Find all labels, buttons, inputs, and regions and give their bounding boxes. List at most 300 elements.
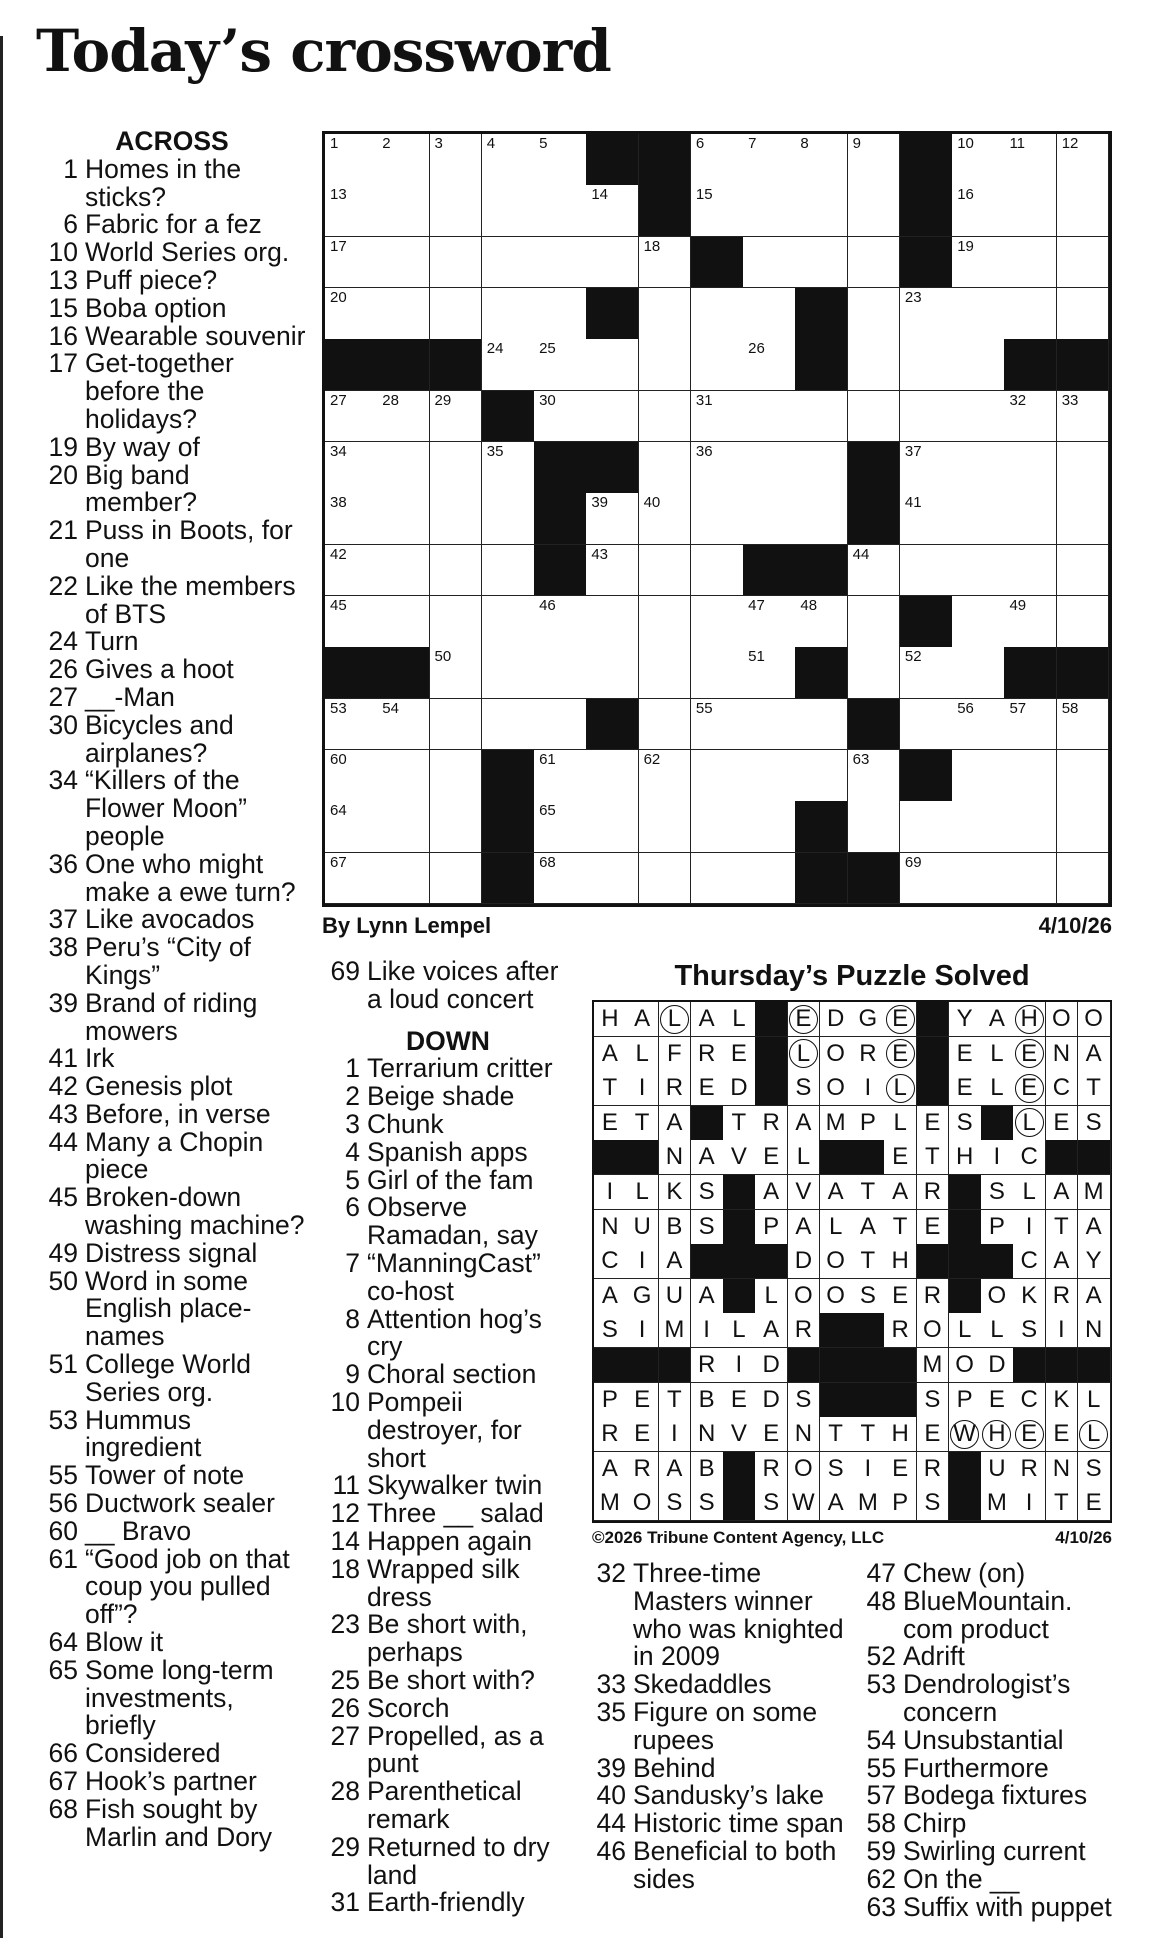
grid-cell[interactable]	[1057, 391, 1110, 443]
cell-number: 2	[382, 135, 391, 152]
grid-cell[interactable]	[586, 185, 639, 237]
grid-cell[interactable]	[430, 442, 483, 494]
clue-text: Blow it	[85, 1627, 164, 1658]
grid-cell[interactable]	[900, 391, 953, 443]
clue-number: 28	[330, 1776, 360, 1807]
black-square	[900, 237, 953, 289]
grid-cell[interactable]	[1057, 750, 1110, 802]
grid-cell[interactable]	[639, 545, 692, 597]
grid-cell[interactable]	[430, 391, 483, 443]
grid-cell[interactable]	[691, 442, 744, 494]
grid-cell[interactable]	[743, 801, 796, 853]
grid-cell[interactable]	[1057, 134, 1110, 186]
grid-cell[interactable]	[952, 391, 1005, 443]
grid-cell[interactable]	[482, 647, 535, 699]
solution-cell	[1013, 1002, 1046, 1037]
grid-cell[interactable]	[952, 647, 1005, 699]
solution-cell	[594, 1244, 627, 1279]
solution-letter: A	[666, 1108, 683, 1136]
grid-cell[interactable]	[534, 596, 587, 648]
grid-cell[interactable]	[795, 750, 848, 802]
grid-cell[interactable]	[325, 493, 378, 545]
solution-letter: A	[827, 1178, 844, 1206]
clue-text: Bodega fixtures	[903, 1780, 1088, 1811]
grid-cell[interactable]	[430, 750, 483, 802]
solution-cell	[594, 1417, 627, 1452]
cell-number: 18	[643, 237, 661, 255]
black-square	[848, 493, 901, 545]
grid-cell[interactable]	[639, 339, 692, 391]
grid-cell[interactable]	[795, 185, 848, 237]
grid-cell[interactable]	[1004, 545, 1057, 597]
solution-letter: V	[795, 1178, 812, 1206]
grid-cell[interactable]	[952, 288, 1005, 340]
grid-cell[interactable]	[325, 237, 378, 289]
solution-cell	[788, 1486, 821, 1521]
grid-cell[interactable]	[639, 288, 692, 340]
grid-cell[interactable]	[639, 801, 692, 853]
clue-item	[586, 1671, 848, 1699]
grid-cell[interactable]	[1057, 288, 1110, 340]
grid-cell[interactable]	[534, 237, 587, 289]
grid-cell[interactable]	[952, 134, 1005, 186]
grid-cell[interactable]	[377, 699, 430, 751]
solution-cell	[1078, 1313, 1111, 1348]
clue-item	[320, 1164, 576, 1195]
grid-cell[interactable]	[430, 853, 483, 905]
grid-cell[interactable]	[691, 185, 744, 237]
grid-cell[interactable]	[586, 596, 639, 648]
black-square	[377, 647, 430, 699]
solution-cell	[626, 1417, 659, 1452]
solution-black-square	[820, 1313, 853, 1348]
grid-cell[interactable]	[900, 339, 953, 391]
grid-cell[interactable]	[691, 134, 744, 186]
clue-number: 16	[48, 320, 78, 351]
grid-cell[interactable]	[377, 237, 430, 289]
solution-cell	[626, 1244, 659, 1279]
grid-cell[interactable]	[795, 493, 848, 545]
grid-cell[interactable]	[482, 545, 535, 597]
grid-cell[interactable]	[1004, 391, 1057, 443]
clue-text: Furthermore	[903, 1752, 1049, 1783]
grid-cell[interactable]	[743, 339, 796, 391]
solution-cell	[884, 1244, 917, 1279]
solution-cell	[1078, 1417, 1111, 1452]
grid-cell[interactable]	[952, 853, 1005, 905]
grid-cell[interactable]	[952, 801, 1005, 853]
solution-letter: D	[730, 1074, 748, 1102]
grid-cell[interactable]	[377, 750, 430, 802]
clue-text: Fabric for a fez	[85, 209, 262, 240]
solution-cell	[852, 1279, 885, 1314]
grid-cell[interactable]	[377, 596, 430, 648]
grid-cell[interactable]	[743, 750, 796, 802]
grid-cell[interactable]	[377, 853, 430, 905]
grid-cell[interactable]	[848, 185, 901, 237]
grid-cell[interactable]	[430, 647, 483, 699]
solution-letter: A	[1053, 1247, 1070, 1275]
grid-cell[interactable]	[639, 596, 692, 648]
solution-cell	[788, 1244, 821, 1279]
clue-number: 19	[48, 431, 78, 462]
clue-text: Spanish apps	[367, 1136, 528, 1167]
grid-cell[interactable]	[325, 750, 378, 802]
grid-cell[interactable]	[639, 699, 692, 751]
grid-cell[interactable]	[1004, 237, 1057, 289]
solution-cell	[1078, 1002, 1111, 1037]
grid-cell[interactable]	[482, 185, 535, 237]
solution-letter: I	[735, 1351, 743, 1379]
clue-number: 44	[48, 1126, 78, 1157]
grid-cell[interactable]	[952, 750, 1005, 802]
grid-cell[interactable]	[325, 853, 378, 905]
solution-cell	[1013, 1140, 1046, 1175]
grid-cell[interactable]	[430, 801, 483, 853]
black-square	[848, 699, 901, 751]
grid-cell[interactable]	[586, 801, 639, 853]
grid-cell[interactable]	[900, 493, 953, 545]
grid-cell[interactable]	[691, 699, 744, 751]
grid-cell[interactable]	[377, 545, 430, 597]
grid-cell[interactable]	[325, 545, 378, 597]
grid-cell[interactable]	[900, 442, 953, 494]
black-square	[743, 545, 796, 597]
grid-cell[interactable]	[1004, 493, 1057, 545]
grid-cell[interactable]	[848, 288, 901, 340]
grid-cell[interactable]	[482, 699, 535, 751]
grid-cell[interactable]	[325, 699, 378, 751]
grid-cell[interactable]	[691, 391, 744, 443]
clue-number: 23	[330, 1609, 360, 1640]
grid-cell[interactable]	[900, 545, 953, 597]
grid-cell[interactable]	[639, 750, 692, 802]
grid-cell[interactable]	[482, 596, 535, 648]
grid-cell[interactable]	[900, 801, 953, 853]
grid-cell[interactable]	[586, 545, 639, 597]
solution-cell	[659, 1244, 692, 1279]
solution-letter: T	[860, 1247, 876, 1275]
clue-item	[38, 292, 306, 323]
grid-cell[interactable]	[1004, 699, 1057, 751]
grid-cell[interactable]	[1057, 853, 1110, 905]
solution-cell	[691, 1279, 724, 1314]
grid-cell[interactable]	[377, 185, 430, 237]
cell-number: 14	[591, 186, 609, 204]
solution-cell	[788, 1106, 821, 1141]
grid-cell[interactable]	[795, 391, 848, 443]
grid-cell[interactable]	[430, 134, 483, 186]
cell-number: 37	[904, 443, 922, 460]
clue-item	[320, 1500, 576, 1528]
grid-cell[interactable]	[900, 288, 953, 340]
solution-cell	[1046, 1313, 1079, 1348]
grid-cell[interactable]	[534, 699, 587, 751]
grid-cell[interactable]	[952, 699, 1005, 751]
solution-letter: P	[956, 1385, 973, 1413]
grid-cell[interactable]	[848, 596, 901, 648]
grid-cell[interactable]	[795, 596, 848, 648]
grid-cell[interactable]	[430, 699, 483, 751]
clue-number: 55	[866, 1752, 896, 1783]
grid-cell[interactable]	[848, 545, 901, 597]
grid-cell[interactable]	[1004, 750, 1057, 802]
grid-cell[interactable]	[534, 853, 587, 905]
clue-text: Figure on some rupees	[633, 1696, 818, 1755]
solution-black-square	[594, 1348, 627, 1383]
black-square	[534, 442, 587, 494]
grid-cell[interactable]	[691, 853, 744, 905]
grid-cell[interactable]	[586, 237, 639, 289]
across-header: ACROSS	[115, 126, 229, 156]
grid-cell[interactable]	[743, 493, 796, 545]
clue-item	[320, 1194, 576, 1250]
solution-black-square	[1078, 1348, 1111, 1383]
grid-cell[interactable]	[691, 801, 744, 853]
cell-number: 58	[1061, 699, 1079, 717]
clue-text: Be short with, perhaps	[367, 1609, 528, 1668]
grid-cell[interactable]	[848, 391, 901, 443]
grid-cell[interactable]	[952, 339, 1005, 391]
grid-cell[interactable]	[1004, 596, 1057, 648]
grid-cell[interactable]	[743, 699, 796, 751]
grid-cell[interactable]	[900, 699, 953, 751]
grid-cell[interactable]	[430, 545, 483, 597]
solution-letter: E	[924, 1420, 941, 1448]
grid-cell[interactable]	[848, 801, 901, 853]
grid-cell[interactable]	[1004, 853, 1057, 905]
solution-cell	[917, 1383, 950, 1418]
solution-cell	[1013, 1071, 1046, 1106]
solution-cell	[917, 1313, 950, 1348]
clue-number: 6	[63, 209, 78, 240]
grid-cell[interactable]	[691, 647, 744, 699]
grid-cell[interactable]	[482, 493, 535, 545]
grid-cell[interactable]	[1057, 596, 1110, 648]
grid-cell[interactable]	[743, 288, 796, 340]
solution-cell	[1078, 1244, 1111, 1279]
grid-cell[interactable]	[952, 237, 1005, 289]
black-square	[325, 647, 378, 699]
grid-cell[interactable]	[1057, 442, 1110, 494]
grid-cell[interactable]	[952, 596, 1005, 648]
grid-cell[interactable]	[952, 493, 1005, 545]
grid-cell[interactable]	[1057, 237, 1110, 289]
black-square	[639, 185, 692, 237]
grid-cell[interactable]	[1004, 134, 1057, 186]
grid-cell[interactable]	[534, 391, 587, 443]
grid-cell[interactable]	[795, 442, 848, 494]
solution-letter: I	[671, 1420, 678, 1448]
grid-cell[interactable]	[639, 647, 692, 699]
grid-cell[interactable]	[900, 647, 953, 699]
grid-cell[interactable]	[743, 134, 796, 186]
grid-cell[interactable]	[430, 596, 483, 648]
grid-cell[interactable]	[743, 185, 796, 237]
grid-cell[interactable]	[534, 185, 587, 237]
cell-number: 31	[695, 391, 713, 409]
grid-cell[interactable]	[639, 442, 692, 494]
grid-cell[interactable]	[639, 391, 692, 443]
solution-cell	[852, 1175, 885, 1210]
grid-cell[interactable]	[848, 134, 901, 186]
grid-cell[interactable]	[1057, 545, 1110, 597]
grid-cell[interactable]	[795, 134, 848, 186]
clue-text: Big band member?	[85, 459, 197, 518]
grid-cell[interactable]	[691, 493, 744, 545]
grid-cell[interactable]	[1004, 801, 1057, 853]
clues-column-4	[856, 1560, 1116, 1921]
solution-cell	[788, 1210, 821, 1245]
grid-cell[interactable]	[691, 288, 744, 340]
solution-letter: A	[1085, 1212, 1102, 1240]
clue-item	[856, 1752, 1116, 1783]
grid-cell[interactable]	[743, 391, 796, 443]
grid-cell[interactable]	[743, 442, 796, 494]
grid-cell[interactable]	[586, 647, 639, 699]
solution-cell	[594, 1313, 627, 1348]
clue-number: 26	[48, 654, 78, 685]
grid-cell[interactable]	[848, 339, 901, 391]
grid-cell[interactable]	[325, 442, 378, 494]
solution-cell	[1013, 1175, 1046, 1210]
grid-cell[interactable]	[430, 185, 483, 237]
grid-cell[interactable]	[325, 801, 378, 853]
crossword-grid[interactable]	[322, 131, 1112, 907]
clue-text: Happen again	[367, 1525, 533, 1556]
clue-item	[38, 709, 306, 768]
grid-cell[interactable]	[639, 853, 692, 905]
grid-cell[interactable]	[482, 237, 535, 289]
solution-letter: L	[635, 1039, 649, 1067]
grid-cell[interactable]	[900, 853, 953, 905]
grid-cell[interactable]	[534, 801, 587, 853]
grid-cell[interactable]	[534, 750, 587, 802]
clue-item	[38, 320, 306, 351]
grid-cell[interactable]	[952, 442, 1005, 494]
clue-text: Like avocados	[85, 904, 255, 935]
grid-cell[interactable]	[795, 237, 848, 289]
solution-letter: T	[731, 1108, 747, 1136]
grid-cell[interactable]	[1004, 185, 1057, 237]
grid-cell[interactable]	[430, 493, 483, 545]
grid-cell[interactable]	[743, 237, 796, 289]
grid-cell[interactable]	[586, 750, 639, 802]
grid-cell[interactable]	[534, 339, 587, 391]
grid-cell[interactable]	[325, 134, 378, 186]
grid-cell[interactable]	[377, 493, 430, 545]
black-square	[534, 545, 587, 597]
grid-cell[interactable]	[848, 750, 901, 802]
clue-number: 12	[330, 1498, 360, 1529]
cell-number: 43	[591, 545, 609, 563]
grid-cell[interactable]	[691, 750, 744, 802]
grid-cell[interactable]	[325, 596, 378, 648]
grid-cell[interactable]	[586, 853, 639, 905]
grid-cell[interactable]	[1004, 288, 1057, 340]
grid-cell[interactable]	[848, 647, 901, 699]
grid-cell[interactable]	[430, 288, 483, 340]
clue-item	[38, 517, 306, 573]
clue-text: Chew (on)	[903, 1558, 1026, 1588]
solution-black-square	[884, 1383, 917, 1418]
clue-number: 65	[48, 1654, 78, 1685]
clue-number: 27	[330, 1720, 360, 1751]
grid-cell[interactable]	[377, 801, 430, 853]
grid-cell[interactable]	[534, 647, 587, 699]
grid-cell[interactable]	[743, 647, 796, 699]
solution-letter: L	[732, 1316, 746, 1344]
grid-cell[interactable]	[743, 853, 796, 905]
grid-cell[interactable]	[482, 442, 535, 494]
solution-cell	[594, 1071, 627, 1106]
clue-item	[320, 1247, 576, 1306]
grid-cell[interactable]	[325, 391, 378, 443]
grid-cell[interactable]	[534, 134, 587, 186]
grid-cell[interactable]	[639, 237, 692, 289]
grid-cell[interactable]	[743, 596, 796, 648]
solution-letter: N	[1052, 1454, 1071, 1482]
clue-text: Attention hog’s cry	[367, 1303, 542, 1362]
grid-cell[interactable]	[1057, 185, 1110, 237]
grid-cell[interactable]	[586, 391, 639, 443]
grid-cell[interactable]	[639, 493, 692, 545]
grid-cell[interactable]	[1057, 699, 1110, 751]
grid-cell[interactable]	[325, 288, 378, 340]
grid-cell[interactable]	[430, 237, 483, 289]
solution-letter: I	[638, 1316, 646, 1344]
clue-item	[38, 1126, 306, 1185]
solution-cell	[755, 1452, 788, 1487]
grid-cell[interactable]	[1004, 442, 1057, 494]
grid-cell[interactable]	[377, 134, 430, 186]
grid-cell[interactable]	[377, 288, 430, 340]
grid-cell[interactable]	[586, 493, 639, 545]
grid-cell[interactable]	[482, 288, 535, 340]
grid-cell[interactable]	[691, 339, 744, 391]
grid-cell[interactable]	[952, 545, 1005, 597]
solution-letter: S	[1085, 1108, 1102, 1136]
grid-cell[interactable]	[1057, 493, 1110, 545]
grid-cell[interactable]	[377, 442, 430, 494]
black-square	[1004, 339, 1057, 391]
clue-item	[38, 1654, 306, 1741]
grid-cell[interactable]	[691, 596, 744, 648]
solution-letter: L	[764, 1281, 778, 1309]
grid-cell[interactable]	[325, 185, 378, 237]
grid-cell[interactable]	[691, 545, 744, 597]
solution-letter: R	[1052, 1281, 1071, 1309]
grid-cell[interactable]	[586, 339, 639, 391]
solution-cell	[884, 1417, 917, 1452]
clue-number: 34	[48, 765, 78, 796]
grid-cell[interactable]	[377, 391, 430, 443]
grid-cell[interactable]	[482, 134, 535, 186]
grid-cell[interactable]	[482, 339, 535, 391]
grid-cell[interactable]	[1057, 801, 1110, 853]
cell-number: 52	[904, 648, 922, 666]
grid-cell[interactable]	[534, 288, 587, 340]
clues-column-3	[586, 1560, 848, 1894]
solution-black-square	[723, 1279, 756, 1314]
solution-letter: Y	[1085, 1247, 1102, 1275]
grid-cell[interactable]	[795, 699, 848, 751]
grid-cell[interactable]	[952, 185, 1005, 237]
solution-black-square	[949, 1486, 982, 1521]
solution-letter: L	[893, 1108, 907, 1136]
solution-cell	[691, 1417, 724, 1452]
grid-cell[interactable]	[848, 237, 901, 289]
